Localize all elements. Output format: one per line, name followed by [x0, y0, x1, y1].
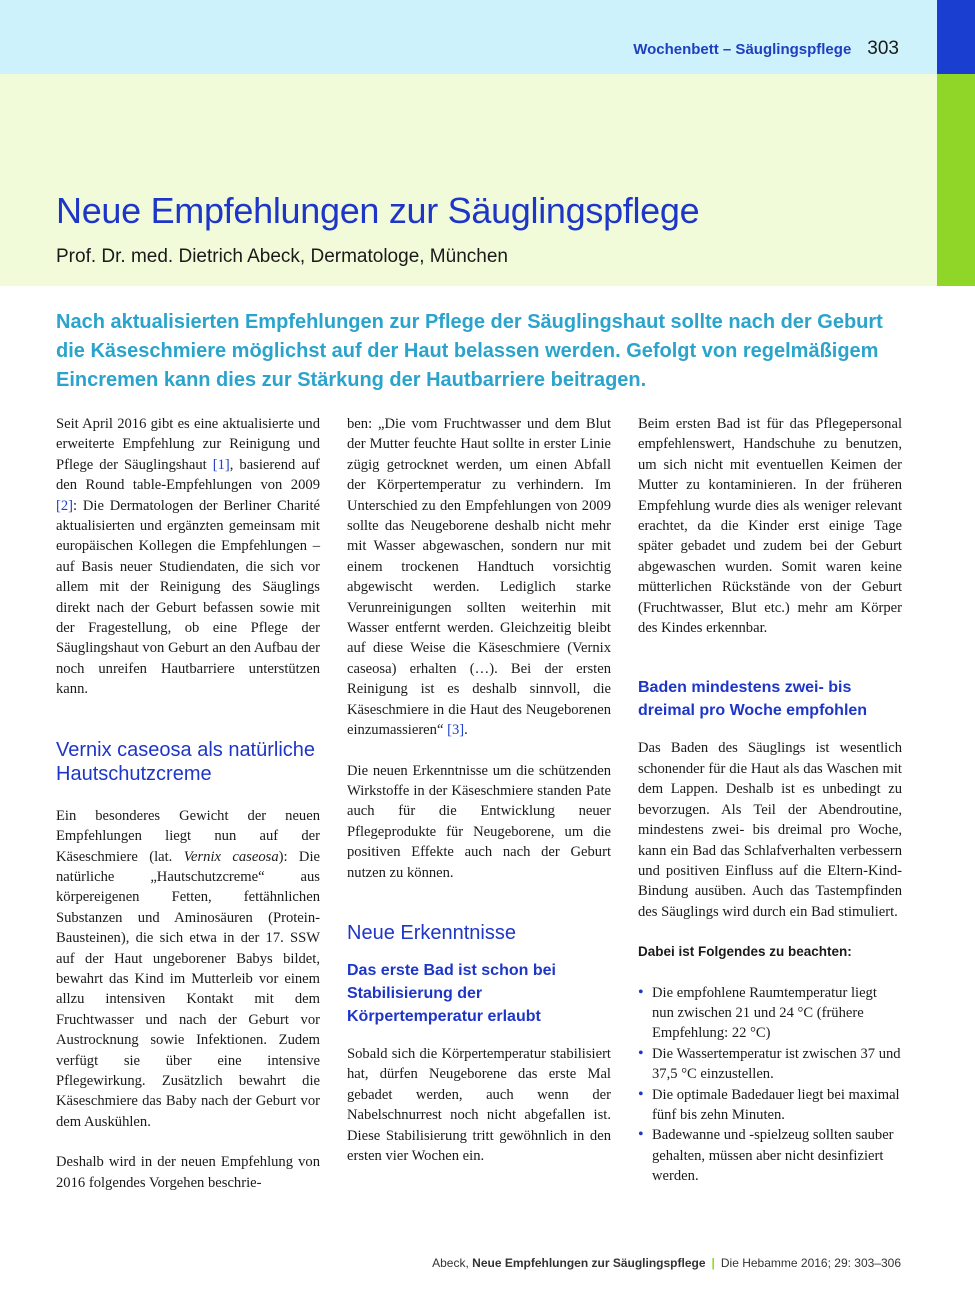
lead-paragraph: Nach aktualisierten Empfehlungen zur Pflege der Säuglingshaut sollte nach der Geburt die Käseschmiere möglichst auf der Haut belassen werden. Gefolgt von regelmäßigem Eincremen kann dies zur Stärkung der Hautbarriere beitragen. — [56, 311, 883, 391]
heading-erstes-bad: Das erste Bad ist schon bei Stabilisierung der Körpertemperatur erlaubt — [347, 961, 556, 1025]
heading-baden: Baden mindestens zwei- bis dreimal pro Woche empfohlen — [638, 679, 868, 720]
text-run: , basierend auf den Round table-Empfehlungen von 2009 — [56, 456, 320, 494]
byline: Prof. Dr. med. Dietrich Abeck, Dermatologe, München — [56, 246, 508, 267]
intro-paragraph — [56, 414, 320, 700]
text-run: ): Die natürliche „Hautschutzcreme“ aus körpereigenen Fetten, fettähnlichen Substanzen und Aminosäuren (Protein-Bausteinen), die sich etwa in der 17. SSW auf der Haut ungeborener Babys bildet, bewahrt das Kind im Mutterleib vor einem allzu intensiven Kontakt mit dem Fruchtwasser und nach der Geburt vor Austrocknung sowie Infektionen. Zudem verfügt sie über eine intensive Pflegewirkung. Zusätzlich bewahrt die Käseschmiere das Baby nach der Geburt vor dem Auskühlen. — [56, 848, 321, 1130]
text-run: ben: „Die vom Fruchtwasser und dem Blut der Mutter feuchte Haut sollte in erster Linie zügig getrocknet werden, um einen Abfall der Körpertemperatur zu verhindern. Im Unterschied zu den Empfehlungen von 2009 sollte das Neugeborene deshalb nicht mehr mit Wasser abgewaschen, sondern nur mit einem trockenen Handtuch vorsichtig abgewischt werden. Lediglich starke Verunreinigungen sollten weiterhin mit Wasser entfernt werden. Gleichzeitig bleibt auf diese Weise die Käseschmiere (Vernix caseosa) erhalten (…). Bei der ersten Reinigung ist es deshalb sinnvoll, die Käseschmiere in die Haut des Neugeborenen einzumassieren“ — [347, 416, 611, 739]
footer-title: Neue Empfehlungen zur Säuglingspflege — [472, 1256, 706, 1270]
reference-link-1[interactable]: [1] — [212, 456, 230, 473]
header-band-top — [0, 0, 937, 74]
list-item: • Badewanne und -spielzeug sollten sauber gehalten, müssen aber nicht desinfiziert werden. — [638, 1125, 902, 1186]
note-title: Dabei ist Folgendes zu beachten: — [638, 944, 852, 960]
running-head — [633, 38, 899, 60]
heading-neue-erkenntnisse: Neue Erkenntnisse — [347, 921, 516, 944]
bathing-paragraph: Das Baden des Säuglings ist wesentlich schonender für die Haut als das Waschen mit dem Lappen. Deshalb ist es unbedingt zu bevorzugen. Als Teil der Abendroutine, mindestens zwei- bis dreimal pro Woche, kann ein Bad das Schlafverhalten verbessern und positiven Einfluss auf die Eltern-Kind-Bindung ausüben. Auch das Tastempfinden des Säuglings wird durch ein Bad stimuliert. — [638, 740, 902, 920]
heading-vernix: Vernix caseosa als natürliche Hautschutzcreme — [56, 738, 316, 785]
edge-tab-green — [937, 74, 975, 286]
products-paragraph: Die neuen Erkenntnisse um die schützenden Wirkstoffe in der Käseschmiere standen Pate auch für die Entwicklung neuer Pflegeprodukte für Neugeborene, um die positiven Effekte auch nach der Geburt nutzen zu können. — [347, 762, 611, 881]
procedure-paragraph: Deshalb wird in der neuen Empfehlung von 2016 folgendes Vorgehen beschrie- — [56, 1154, 320, 1191]
latin-term: Vernix caseosa — [183, 848, 279, 865]
column-2 — [347, 414, 611, 1186]
list-item: • Die optimale Badedauer liegt bei maximal fünf bis zehn Minuten. — [638, 1085, 902, 1126]
vernix-paragraph — [56, 806, 320, 1133]
reference-link-3[interactable]: [3] — [447, 722, 465, 739]
running-title: Wochenbett – Säuglingspflege — [633, 41, 852, 58]
text-run: : Die Dermatologen der Berliner Charité aktualisierten und ergänzten gemeinsam mit europäischen Kollegen die Empfehlungen – auf Basis neuer Studiendaten, die sich vor allem mit der Reinigung des Säuglings direkt nach der Geburt befassen sowie mit der Fragestellung, ob eine Pflege der Säuglingshaut von Geburt an den Aufbau der noch unreifen Hautbarriere unterstützen kann. — [56, 497, 320, 698]
gloves-paragraph: Beim ersten Bad ist für das Pflegepersonal empfehlenswert, Handschuhe zu benutzen, um sich nicht mit eventuellen Keimen der Mutter zu kontaminieren. In der früheren Empfehlung wurde dies als weniger relevant erachtet, da die Kinder erst einige Tage später gebadet und zudem bei der Geburt abgewaschen wurden. Somit waren keine mütterlichen Rückstände von der Geburt (Fruchtwasser, Blut etc.) mehr am Körper des Kindes erkennbar. — [638, 416, 902, 637]
footer-text — [432, 1256, 705, 1270]
edge-tab-blue — [937, 0, 975, 74]
footer-journal: Die Hebamme 2016; 29: 303–306 — [720, 1256, 901, 1270]
quote-paragraph — [347, 414, 611, 741]
reference-link-2[interactable]: [2] — [56, 497, 74, 514]
bullet-list — [638, 983, 902, 1187]
text-run: . — [464, 722, 468, 739]
column-1 — [56, 414, 320, 1213]
list-item: • Die empfohlene Raumtemperatur liegt nun zwischen 21 und 24 °C (frühere Empfehlung: 22 °C) — [638, 983, 902, 1044]
first-bath-paragraph: Sobald sich die Körpertemperatur stabilisiert hat, dürfen Neugeborene das erste Mal gebadet werden, auch wenn der Nabelschnurrest noch nicht abgefallen ist. Diese Stabilisierung tritt gewöhnlich in den ersten vier Wochen ein. — [347, 1045, 611, 1164]
footer-citation — [432, 1256, 901, 1270]
text-run: Ein besonderes Gewicht der neuen Empfehlungen liegt nun auf der Käseschmiere (lat. — [56, 807, 320, 865]
list-item: • Die Wassertemperatur ist zwischen 37 und 37,5 °C einzustellen. — [638, 1044, 902, 1085]
column-3 — [638, 414, 902, 1187]
footer-separator: | — [711, 1256, 715, 1270]
article-title: Neue Empfehlungen zur Säuglingspflege — [56, 190, 700, 231]
text-run: Seit April 2016 gibt es eine aktualisierte und erweiterte Empfehlung zur Reinigung und Pflege der Säuglingshaut — [56, 416, 320, 473]
footer-author: Abeck, — [432, 1256, 473, 1270]
page-number: 303 — [867, 38, 899, 59]
